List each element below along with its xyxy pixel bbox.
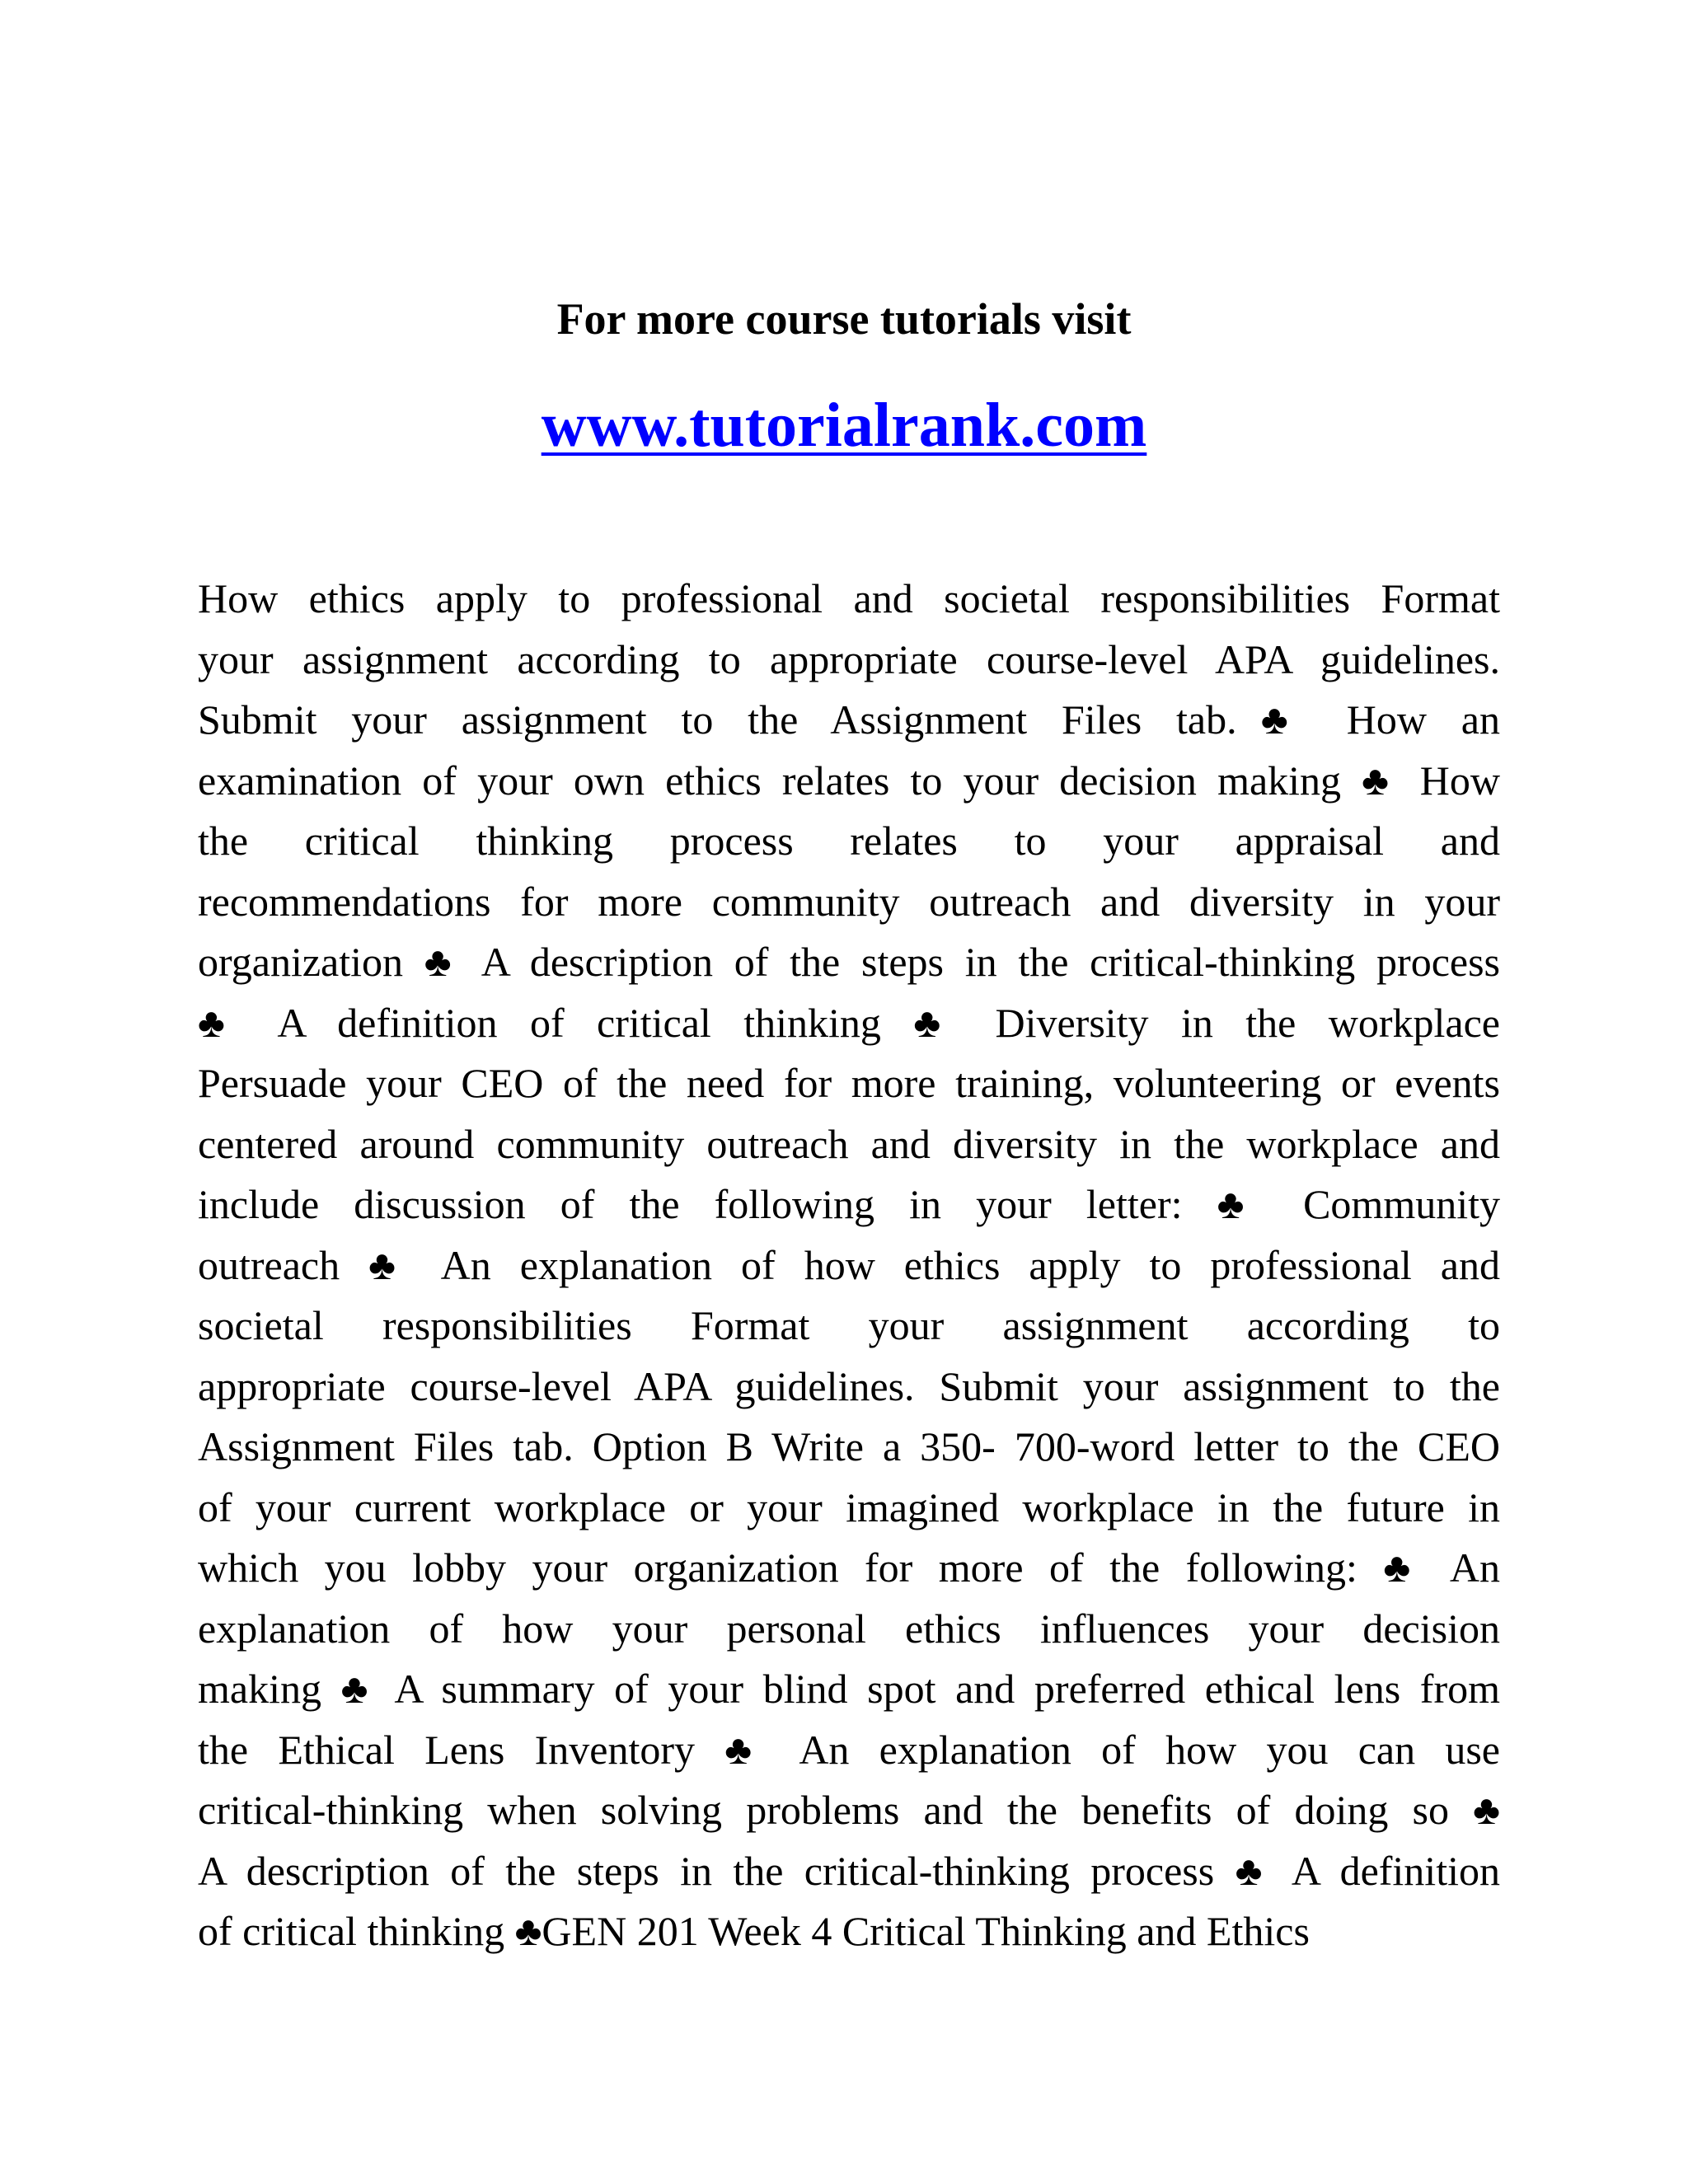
body-line-17: which you lobby your organization for more of the following: ♣ An — [198, 1544, 1500, 1591]
body-line-15: Assignment Files tab. Option B Write a 350- 700-word letter to the CEO — [198, 1423, 1500, 1469]
body-line-16: of your current workplace or your imagined workplace in the future in — [198, 1483, 1500, 1530]
body-line-3: Submit your assignment to the Assignment Files tab.♣ How an — [198, 696, 1500, 743]
website-link[interactable]: www.tutorialrank.com — [541, 391, 1147, 460]
body-line-6: recommendations for more community outreach and diversity in your — [198, 878, 1500, 925]
body-line-23: of critical thinking ♣GEN 201 Week 4 Critical Thinking and Ethics — [198, 1908, 1310, 1954]
body-line-22: A description of the steps in the critical-thinking process ♣ A definition — [198, 1847, 1500, 1894]
body-text — [198, 569, 1500, 1962]
body-line-11: include discussion of the following in your letter: ♣ Community — [198, 1181, 1500, 1227]
body-line-14: appropriate course-level APA guidelines. Submit your assignment to the — [198, 1362, 1500, 1409]
body-line-10: centered around community outreach and diversity in the workplace and — [198, 1120, 1500, 1167]
body-line-5: the critical thinking process relates to your appraisal and — [198, 818, 1500, 864]
body-line-9: Persuade your CEO of the need for more training, volunteering or events — [198, 1060, 1500, 1106]
body-line-20: the Ethical Lens Inventory ♣ An explanation of how you can use — [198, 1726, 1500, 1773]
page-heading: For more course tutorials visit — [556, 294, 1132, 344]
body-line-21: critical-thinking when solving problems and the benefits of doing so ♣ — [198, 1787, 1500, 1833]
body-line-18: explanation of how your personal ethics influences your decision — [198, 1605, 1500, 1652]
body-line-7: organization ♣ A description of the steps in the critical-thinking process — [198, 939, 1500, 985]
body-line-4: examination of your own ethics relates to your decision making ♣ How — [198, 757, 1500, 804]
body-line-8: ♣ A definition of critical thinking ♣ Diversity in the workplace — [198, 999, 1500, 1046]
body-line-12: outreach ♣ An explanation of how ethics apply to professional and — [198, 1241, 1500, 1288]
body-line-2: your assignment according to appropriate course-level APA guidelines. — [198, 635, 1500, 682]
body-line-1: How ethics apply to professional and societal responsibilities Format — [198, 575, 1500, 621]
body-line-19: making ♣ A summary of your blind spot and preferred ethical lens from — [198, 1666, 1500, 1712]
body-line-13: societal responsibilities Format your assignment according to — [198, 1302, 1500, 1348]
